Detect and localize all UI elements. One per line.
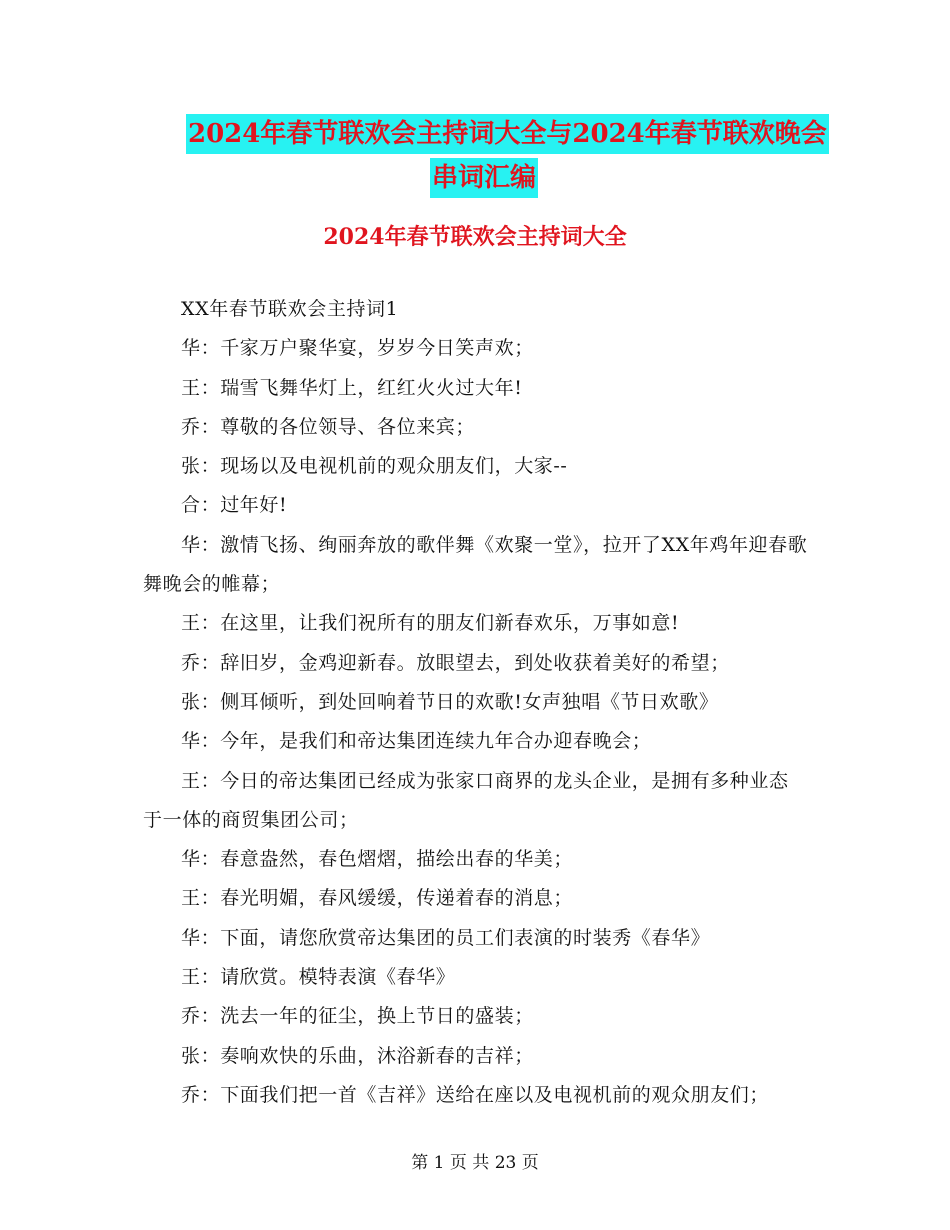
- paragraph: 华：下面，请您欣赏帝达集团的员工们表演的时装秀《春华》: [181, 926, 711, 949]
- title-line-1: 2024年春节联欢会主持词大全与2024年春节联欢晚会: [186, 114, 829, 154]
- paragraph: 华：千家万户聚华宴，岁岁今日笑声欢；: [181, 337, 534, 360]
- paragraph: 乔：洗去一年的征尘，换上节日的盛装；: [181, 1005, 534, 1028]
- paragraph: 乔：尊敬的各位领导、各位来宾；: [181, 415, 476, 438]
- document-body: [143, 290, 808, 1115]
- paragraph: XX年春节联欢会主持词1: [181, 298, 399, 320]
- section-heading: 2024年春节联欢会主持词大全: [323, 224, 627, 250]
- paragraph: 王：今日的帝达集团已经成为张家口商界的龙头企业，是拥有多种业态于一体的商贸集团公司；: [143, 769, 789, 831]
- paragraph: 张：现场以及电视机前的观众朋友们，大家--: [181, 455, 568, 478]
- paragraph: 华：春意盎然，春色熠熠，描绘出春的华美；: [181, 848, 574, 871]
- paragraph: 张：侧耳倾听，到处回响着节日的欢歌!女声独唱《节日欢歌》: [181, 690, 719, 713]
- title-line-2: 串词汇编: [430, 158, 538, 198]
- paragraph: 王：在这里，让我们祝所有的朋友们新春欢乐，万事如意!: [181, 612, 680, 635]
- page-footer: 第 1 页 共 23 页: [411, 1153, 539, 1173]
- paragraph: 王：请欣赏。模特表演《春华》: [181, 966, 456, 989]
- paragraph: 张：奏响欢快的乐曲，沐浴新春的吉祥；: [181, 1044, 534, 1067]
- paragraph: 王：春光明媚，春风缓缓，传递着春的消息；: [181, 887, 574, 910]
- paragraph: 乔：辞旧岁，金鸡迎新春。放眼望去，到处收获着美好的希望；: [181, 651, 730, 674]
- paragraph: 乔：下面我们把一首《吉祥》送给在座以及电视机前的观众朋友们；: [181, 1083, 770, 1106]
- paragraph: 华：今年，是我们和帝达集团连续九年合办迎春晚会；: [181, 730, 652, 753]
- paragraph: 王：瑞雪飞舞华灯上，红红火火过大年!: [181, 376, 523, 399]
- paragraph: 合：过年好!: [181, 494, 288, 517]
- paragraph: 华：激情飞扬、绚丽奔放的歌伴舞《欢聚一堂》，拉开了XX年鸡年迎春歌舞晚会的帷幕；: [143, 533, 808, 596]
